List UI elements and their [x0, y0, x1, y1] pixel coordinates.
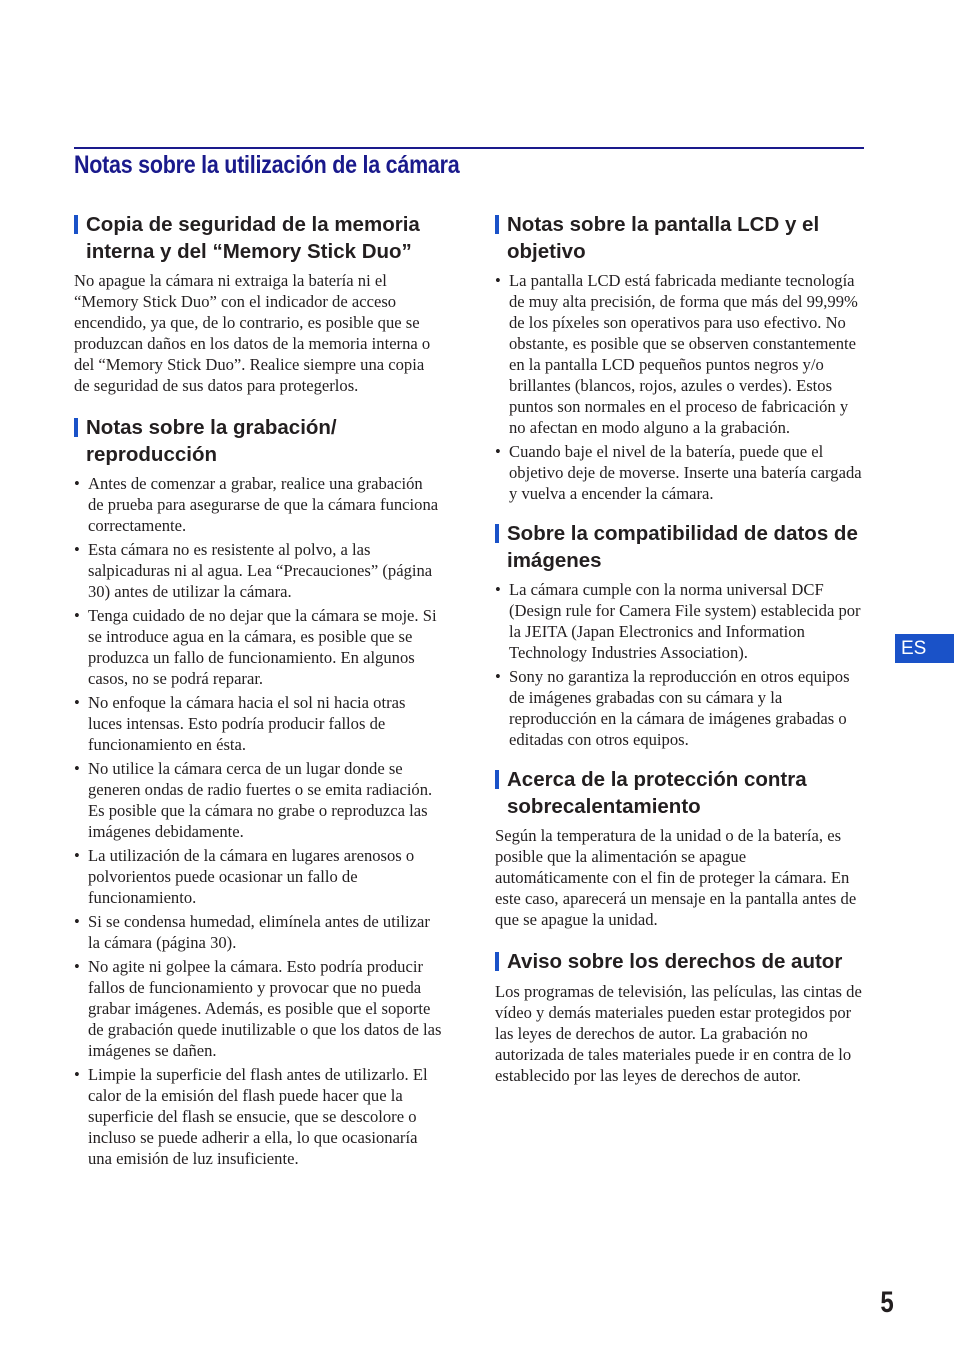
- heading-text: Sobre la compatibilidad de datos de imágenes: [507, 522, 858, 572]
- list-item: [74, 956, 442, 1061]
- list-item-text: Antes de comenzar a grabar, realice una grabación de prueba para asegurarse de que la cámara funciona correctamente.: [88, 474, 439, 535]
- section-heading: [495, 949, 863, 976]
- bullet-icon: •: [74, 1065, 80, 1084]
- section-heading: [495, 767, 863, 820]
- heading-text: Notas sobre la grabación/ reproducción: [86, 416, 337, 466]
- heading-text: Acerca de la protección contra sobrecalentamiento: [507, 768, 807, 818]
- language-tab: ES: [895, 634, 954, 663]
- section-heading: [495, 212, 863, 265]
- heading-marker-icon: [74, 215, 78, 234]
- section-paragraph: Según la temperatura de la unidad o de la batería, es posible que la alimentación se apague automáticamente con el fin de proteger la cámara. En este caso, aparecerá un mensaje en la pantalla antes de que se apague la unidad.: [495, 826, 857, 929]
- bullet-icon: •: [495, 667, 501, 686]
- section-lcd: [495, 212, 863, 504]
- list-item-text: Sony no garantiza la reproducción en otros equipos de imágenes grabadas con su cámara y la reproducción en la cámara de imágenes grabadas o editadas con otros equipos.: [509, 667, 850, 749]
- list-item: [74, 1064, 442, 1169]
- bullet-icon: •: [495, 271, 501, 290]
- bullet-icon: •: [495, 442, 501, 461]
- section-copyright: [495, 949, 863, 1086]
- bullet-icon: •: [74, 606, 80, 625]
- list-item: [495, 579, 863, 663]
- title-rule: [74, 147, 864, 149]
- list-item-text: No utilice la cámara cerca de un lugar donde se generen ondas de radio fuertes o se emita radiación. Es posible que la cámara no grabe o reproduzca las imágenes debidamente.: [88, 759, 433, 841]
- bullet-icon: •: [74, 693, 80, 712]
- section-heading: [74, 212, 442, 265]
- bullet-icon: •: [74, 957, 80, 976]
- list-item: [495, 441, 863, 504]
- section-paragraph: No apague la cámara ni extraiga la batería ni el “Memory Stick Duo” con el indicador de acceso encendido, ya que, de lo contrario, es posible que se produzcan daños en los datos de la memoria interna o del “Memory Stick Duo”. Realice siempre una copia de seguridad de sus datos para protegerlos.: [74, 271, 431, 395]
- page-number: 5: [880, 1286, 894, 1319]
- list-item: [495, 666, 863, 750]
- bullet-icon: •: [74, 912, 80, 931]
- list-item: [74, 911, 442, 953]
- heading-text: Notas sobre la pantalla LCD y el objetivo: [507, 213, 820, 263]
- list-item-text: No enfoque la cámara hacia el sol ni hacia otras luces intensas. Esto podría producir fallos de funcionamiento en ésta.: [88, 693, 406, 754]
- list-item-text: Tenga cuidado de no dejar que la cámara se moje. Si se introduce agua en la cámara, es posible que se produzca un fallo de funcionamiento. En algunos casos, no se podrá reparar.: [88, 606, 437, 688]
- list-item-text: Esta cámara no es resistente al polvo, a las salpicaduras ni al agua. Lea “Precauciones” (página 30) antes de utilizar la cámara.: [88, 540, 433, 601]
- list-item-text: No agite ni golpee la cámara. Esto podría producir fallos de funcionamiento y provocar que no pueda grabar imágenes. Además, es posible que el soporte de grabación quede inutilizable o que los datos de las imágenes se dañen.: [88, 957, 442, 1060]
- section-recording: [74, 415, 442, 1169]
- list-item: [495, 270, 863, 438]
- bullet-icon: •: [74, 540, 80, 559]
- list-item-text: La pantalla LCD está fabricada mediante tecnología de muy alta precisión, de forma que más del 99,99% de los píxeles son operativos para uso efectivo. No obstante, es posible que se observen constantemente en la pantalla LCD pequeños puntos negros y/o brillantes (blancos, rojos, azules o verdes). Estos puntos son normales en el proceso de fabricación y no afectan en modo alguno a la grabación.: [509, 271, 858, 437]
- list-item-text: Cuando baje el nivel de la batería, puede que el objetivo deje de moverse. Inserte una batería cargada y vuelva a encender la cámara.: [509, 442, 862, 503]
- heading-marker-icon: [495, 770, 499, 789]
- heading-text: Copia de seguridad de la memoria interna y del “Memory Stick Duo”: [86, 213, 420, 263]
- section-paragraph: Los programas de televisión, las películas, las cintas de vídeo y demás materiales pueden estar protegidos por las leyes de derechos de autor. La grabación no autorizada de tales materiales puede ir en contra de lo establecido por las leyes de derechos de autor.: [495, 981, 862, 1085]
- bullet-list: [74, 473, 442, 1169]
- list-item-text: La cámara cumple con la norma universal DCF (Design rule for Camera File system) establecida por la JEITA (Japan Electronics and Information Technology Industries Association).: [509, 580, 861, 662]
- list-item: [74, 692, 442, 755]
- list-item: [74, 758, 442, 842]
- list-item-text: La utilización de la cámara en lugares arenosos o polvorientos puede ocasionar un fallo de funcionamiento.: [88, 846, 415, 907]
- section-compatibility: [495, 521, 863, 750]
- bullet-list: [495, 270, 863, 504]
- heading-marker-icon: [74, 418, 78, 437]
- right-column: [495, 212, 863, 1086]
- list-item: [74, 605, 442, 689]
- page-title: Notas sobre la utilización de la cámara: [74, 151, 460, 179]
- bullet-icon: •: [74, 759, 80, 778]
- section-heading: [74, 415, 442, 468]
- section-heading: [495, 521, 863, 574]
- section-backup: [74, 212, 442, 396]
- heading-marker-icon: [495, 952, 499, 971]
- heading-marker-icon: [495, 215, 499, 234]
- heading-text: Aviso sobre los derechos de autor: [507, 950, 843, 973]
- section-overheating: [495, 767, 863, 930]
- bullet-list: [495, 579, 863, 750]
- list-item: [74, 539, 442, 602]
- bullet-icon: •: [74, 474, 80, 493]
- bullet-icon: •: [74, 846, 80, 865]
- bullet-icon: •: [495, 580, 501, 599]
- list-item: [74, 473, 442, 536]
- heading-marker-icon: [495, 524, 499, 543]
- list-item-text: Si se condensa humedad, elimínela antes de utilizar la cámara (página 30).: [88, 912, 430, 952]
- list-item: [74, 845, 442, 908]
- list-item-text: Limpie la superficie del flash antes de utilizarlo. El calor de la emisión del flash puede hacer que la superficie del flash se ensucie, que se descolore o incluso se puede adherir a ella, lo que ocasionaría una emisión de luz insuficiente.: [88, 1065, 428, 1168]
- left-column: [74, 212, 442, 1172]
